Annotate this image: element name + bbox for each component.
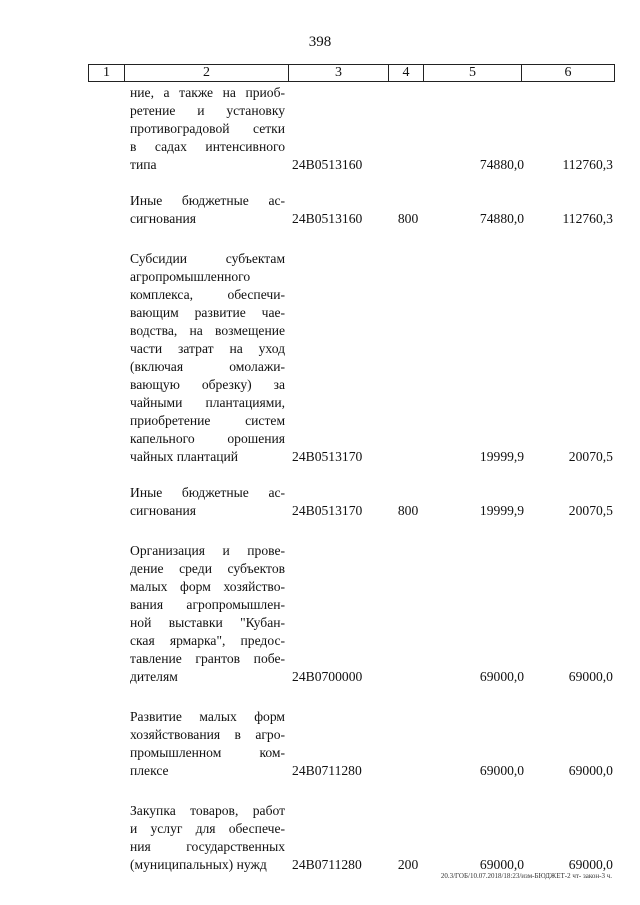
row-group: 800 bbox=[397, 503, 419, 518]
row-group: 800 bbox=[397, 211, 419, 226]
row-amount-2: 69000,0 bbox=[568, 763, 613, 778]
row-amount-1: 69000,0 bbox=[479, 857, 525, 872]
row-amount-2: 20070,5 bbox=[568, 449, 613, 464]
row-group: 200 bbox=[397, 857, 419, 872]
table-row bbox=[88, 250, 613, 466]
row-amount-2: 69000,0 bbox=[568, 669, 613, 684]
row-code: 24В0700000 bbox=[292, 669, 363, 684]
row-code: 24В0711280 bbox=[292, 763, 362, 778]
row-description: Закупка товаров, работ и услуг для обеспече- ния государственных (муниципальных) нужд bbox=[130, 803, 286, 872]
budget-table-body bbox=[88, 84, 613, 874]
row-amount-1: 74880,0 bbox=[479, 211, 525, 226]
column-header: 6 bbox=[522, 65, 615, 82]
row-amount-1: 69000,0 bbox=[479, 763, 525, 778]
column-header: 1 bbox=[89, 65, 125, 82]
row-code: 24В0513160 bbox=[292, 211, 363, 226]
column-header-table bbox=[88, 64, 615, 82]
row-amount-1: 74880,0 bbox=[479, 157, 525, 172]
row-description: Иные бюджетные ас- сигнования bbox=[130, 193, 286, 226]
table-row bbox=[88, 192, 613, 228]
column-header: 4 bbox=[389, 65, 424, 82]
row-description: ние, а также на приоб- ретение и установку противоградовой сетки в садах интенсивного типа bbox=[130, 85, 286, 172]
row-code: 24В0513160 bbox=[292, 157, 363, 172]
row-description: Субсидии субъектам агропромышленного комплекса, обеспечи- вающим развитие чае- водства, на возмещение части затрат на уход (включая омолажи- вающую обрезку) за чайными плантациями, приобретение систем капельного орошения чайных плантаций bbox=[130, 251, 286, 464]
column-header: 5 bbox=[424, 65, 522, 82]
row-amount-2: 20070,5 bbox=[568, 503, 613, 518]
row-amount-1: 19999,9 bbox=[479, 503, 525, 518]
table-row bbox=[88, 708, 613, 780]
footer-note: 20.3/ГОБ/10.07.2018/18:23/изм-БЮДЖЕТ-2 чт- закон-3 ч. bbox=[440, 872, 612, 880]
row-code: 24В0513170 bbox=[292, 503, 363, 518]
table-row bbox=[88, 802, 613, 874]
row-amount-2: 112760,3 bbox=[562, 157, 613, 172]
column-header: 2 bbox=[125, 65, 289, 82]
row-description: Развитие малых форм хозяйствования в агро- промышленном ком- плексе bbox=[130, 709, 286, 778]
table-row bbox=[88, 84, 613, 174]
table-row bbox=[88, 484, 613, 520]
row-description: Иные бюджетные ас- сигнования bbox=[130, 485, 286, 518]
page-number: 398 bbox=[308, 34, 332, 50]
row-description: Организация и прове- дение среди субъектов малых форм хозяйство- вания агропромышлен- ной выставки "Кубан- ская ярмарка", предос- тавление грантов побе- дителям bbox=[130, 543, 286, 684]
row-amount-2: 69000,0 bbox=[568, 857, 613, 872]
table-row bbox=[88, 542, 613, 686]
row-amount-1: 69000,0 bbox=[479, 669, 525, 684]
row-amount-1: 19999,9 bbox=[479, 449, 525, 464]
column-header: 3 bbox=[289, 65, 389, 82]
row-amount-2: 112760,3 bbox=[562, 211, 613, 226]
row-code: 24В0513170 bbox=[292, 449, 363, 464]
row-code: 24В0711280 bbox=[292, 857, 362, 872]
